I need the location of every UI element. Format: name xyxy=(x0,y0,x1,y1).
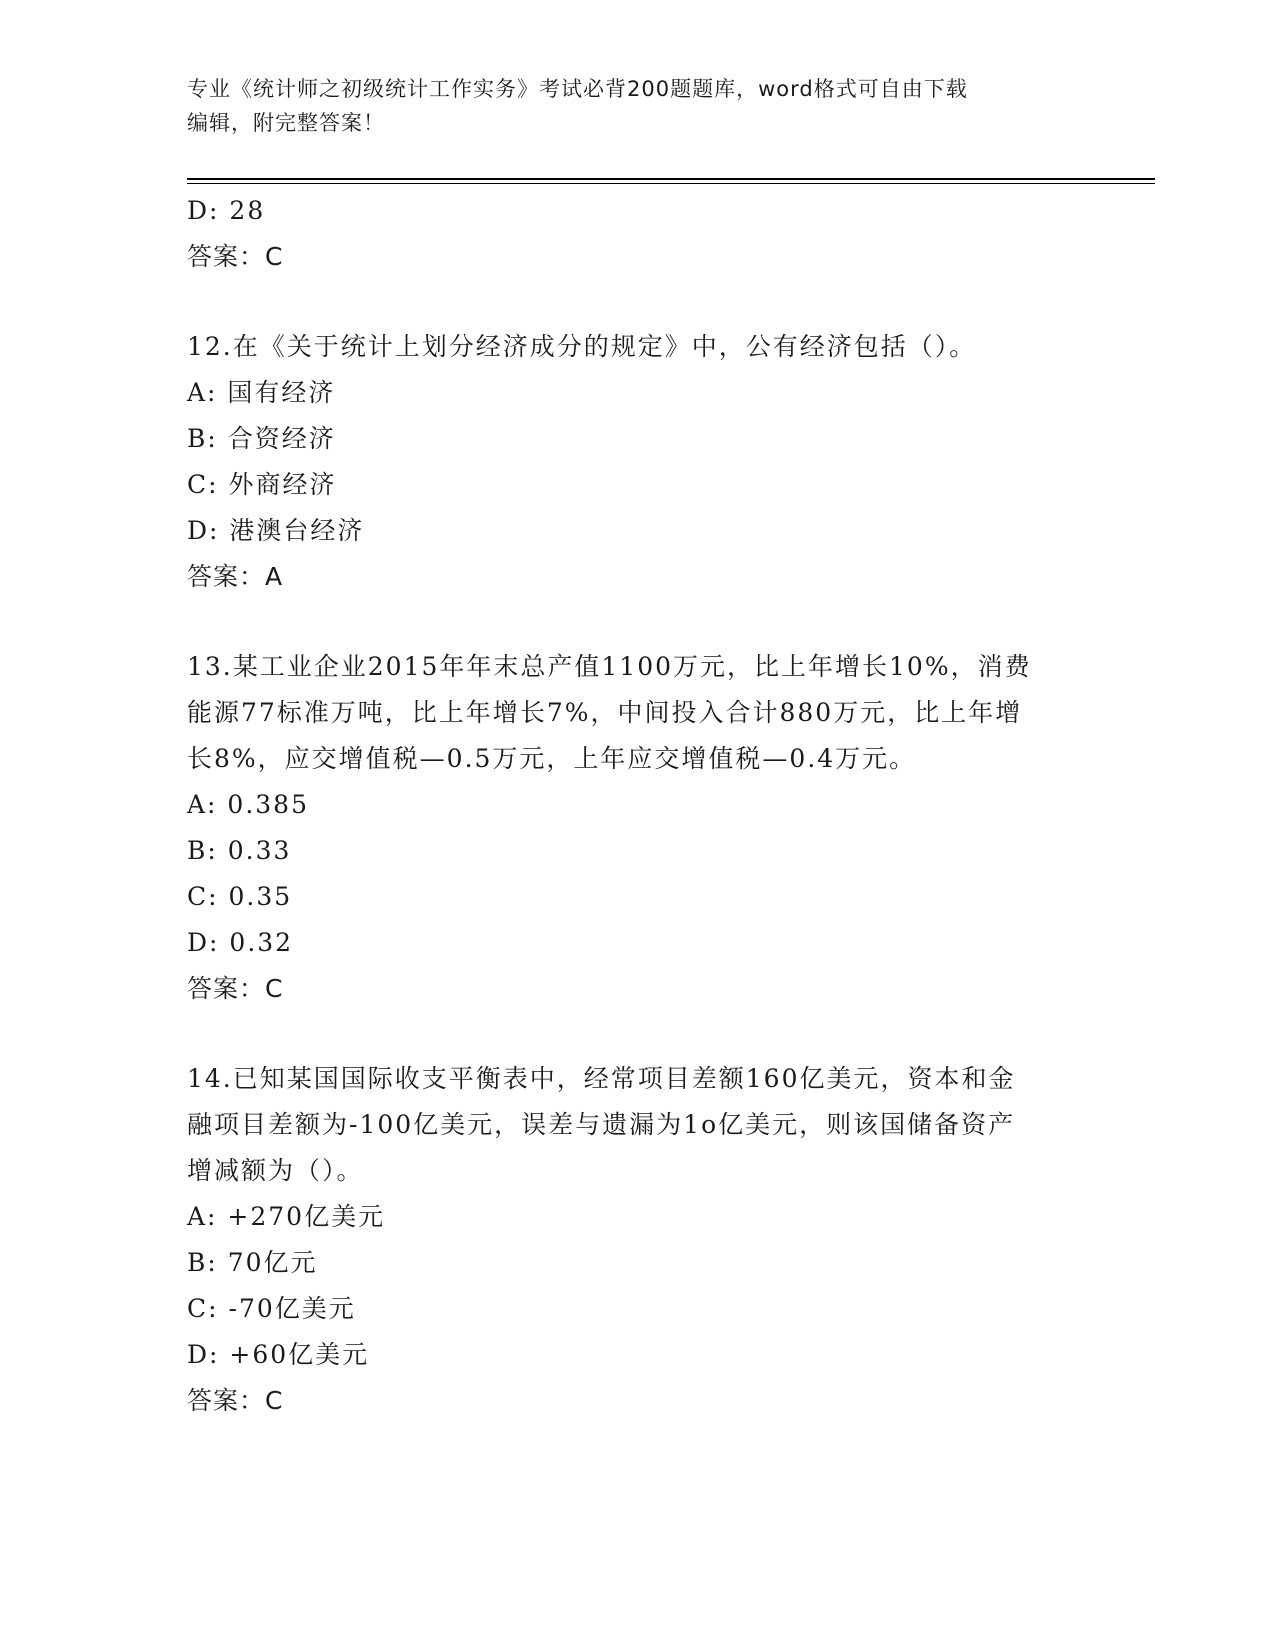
question-text-line-3: 增减额为（）。 xyxy=(187,1156,364,1185)
answer-line: 答案：C xyxy=(187,974,284,1003)
document-body xyxy=(187,188,1087,1424)
question-text: 12.在《关于统计上划分经济成分的规定》中，公有经济包括（）。 xyxy=(187,332,977,361)
answer-line: 答案：A xyxy=(187,562,284,591)
option-b: B: 0.33 xyxy=(187,836,292,865)
document-header xyxy=(187,72,1087,140)
answer-line: 答案：C xyxy=(187,1386,284,1415)
option-d: D: 28 xyxy=(187,196,266,225)
question-text-line-2: 能源77标准万吨，比上年增长7%，中间投入合计880万元，比上年增 xyxy=(187,698,1023,727)
option-b: B: 合资经济 xyxy=(187,424,336,453)
header-divider-thin xyxy=(187,183,1155,184)
option-a: A: 国有经济 xyxy=(187,378,336,407)
option-a: A: +270亿美元 xyxy=(187,1202,386,1231)
option-c: C: 外商经济 xyxy=(187,470,337,499)
option-c: C: 0.35 xyxy=(187,882,293,911)
option-c: C: -70亿美元 xyxy=(187,1294,356,1323)
option-d: D: +60亿美元 xyxy=(187,1340,370,1369)
option-a: A: 0.385 xyxy=(187,790,309,819)
answer-line: 答案：C xyxy=(187,242,284,271)
header-divider-thick xyxy=(187,178,1155,180)
option-b: B: 70亿元 xyxy=(187,1248,318,1277)
header-line-2: 编辑，附完整答案！ xyxy=(187,111,385,135)
question-12 xyxy=(187,324,1087,600)
header-line-1: 专业《统计师之初级统计工作实务》考试必背200题题库，word格式可自由下载 xyxy=(187,77,968,101)
question-text-line-1: 13.某工业企业2015年年末总产值1100万元，比上年增长10%，消费 xyxy=(187,652,1032,681)
question-11-tail xyxy=(187,188,1087,280)
question-text-line-3: 长8%，应交增值税—0.5万元，上年应交增值税—0.4万元。 xyxy=(187,744,917,773)
question-14 xyxy=(187,1056,1087,1424)
question-text-line-1: 14.已知某国国际收支平衡表中，经常项目差额160亿美元，资本和金 xyxy=(187,1064,1016,1093)
option-d: D: 港澳台经济 xyxy=(187,516,365,545)
question-text-line-2: 融项目差额为-100亿美元，误差与遗漏为1o亿美元，则该国储备资产 xyxy=(187,1110,1016,1139)
question-13 xyxy=(187,644,1087,1012)
option-d: D: 0.32 xyxy=(187,928,294,957)
